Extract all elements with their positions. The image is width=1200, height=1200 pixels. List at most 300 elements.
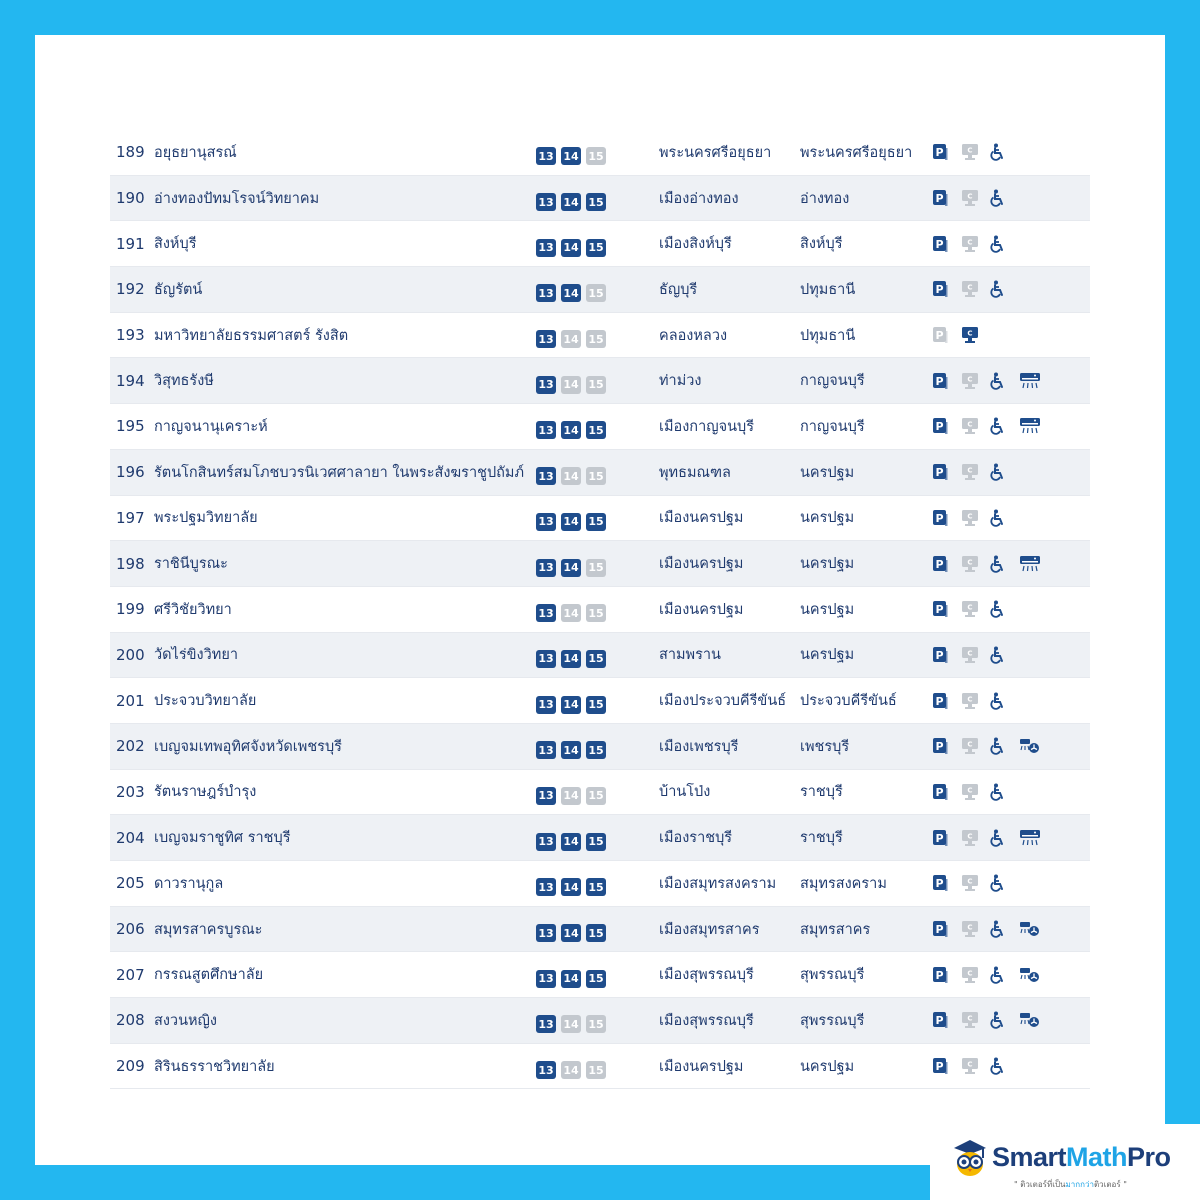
facility-icons <box>932 358 1052 403</box>
table-row <box>110 130 1090 176</box>
svg-text:P: P <box>935 329 944 343</box>
grade-badge-13: 13 <box>536 330 556 348</box>
wheelchair-icon <box>990 555 1006 573</box>
wheelchair-icon <box>990 692 1006 710</box>
row-number: 208 <box>116 1011 145 1030</box>
school-name: ดาวรานุกูล <box>154 875 224 892</box>
grade-badges <box>536 956 616 1001</box>
fan-icon <box>1019 1011 1041 1029</box>
svg-text:P: P <box>935 420 944 434</box>
grade-badges <box>536 682 616 727</box>
row-number: 194 <box>116 371 145 390</box>
province: นครปฐม <box>800 510 855 527</box>
table-row <box>110 496 1090 542</box>
svg-text:P: P <box>935 877 944 891</box>
school-name: ธัญรัตน์ <box>154 281 203 298</box>
row-number: 191 <box>116 234 145 253</box>
svg-text:C: C <box>967 1014 973 1023</box>
grade-badge-13: 13 <box>536 878 556 896</box>
province: ปทุมธานี <box>800 327 856 344</box>
row-number: 201 <box>116 691 145 710</box>
grade-badge-14: 14 <box>561 513 581 531</box>
district: เมืองเพชรบุรี <box>659 738 739 755</box>
computer-icon <box>961 189 977 207</box>
school-name: กรรณสูตศึกษาลัย <box>154 967 264 984</box>
svg-text:P: P <box>935 923 944 937</box>
computer-icon <box>961 235 977 253</box>
parking-icon <box>932 966 948 984</box>
grade-badge-14: 14 <box>561 239 581 257</box>
district: บ้านโป่ง <box>659 784 711 801</box>
aircon-icon <box>1019 372 1041 390</box>
grade-badges <box>536 728 616 773</box>
row-number: 205 <box>116 874 145 893</box>
grade-badge-15: 15 <box>586 696 606 714</box>
grade-badges <box>536 1048 616 1093</box>
grade-badge-14: 14 <box>561 330 581 348</box>
grade-badge-15: 15 <box>586 467 606 485</box>
row-number: 209 <box>116 1057 145 1076</box>
grade-badge-15: 15 <box>586 924 606 942</box>
grade-badge-13: 13 <box>536 239 556 257</box>
row-number: 203 <box>116 782 145 801</box>
parking-icon <box>932 646 948 664</box>
parking-icon <box>932 600 948 618</box>
grade-badges <box>536 317 616 362</box>
school-name: เบญจมเทพอุทิศจังหวัดเพชรบุรี <box>154 738 342 755</box>
facility-icons <box>932 678 1052 723</box>
table-row <box>110 267 1090 313</box>
wheelchair-icon <box>990 143 1006 161</box>
svg-text:C: C <box>967 695 973 704</box>
svg-text:C: C <box>967 146 973 155</box>
row-number: 197 <box>116 508 145 527</box>
parking-icon <box>932 372 948 390</box>
grade-badge-13: 13 <box>536 284 556 302</box>
parking-icon <box>932 783 948 801</box>
parking-icon <box>932 463 948 481</box>
computer-icon <box>961 143 977 161</box>
grade-badge-15: 15 <box>586 1061 606 1079</box>
grade-badge-14: 14 <box>561 147 581 165</box>
facility-icons <box>932 221 1052 266</box>
school-name: สิรินธรราชวิทยาลัย <box>154 1058 275 1075</box>
table-row <box>110 221 1090 267</box>
grade-badges <box>536 271 616 316</box>
district: เมืองอ่างทอง <box>659 190 739 207</box>
computer-icon <box>961 326 977 344</box>
province: เพชรบุรี <box>800 738 850 755</box>
svg-text:P: P <box>935 1060 944 1074</box>
fan-icon <box>1019 966 1041 984</box>
school-name: วิสุทธรังษี <box>154 373 214 390</box>
parking-icon <box>932 189 948 207</box>
facility-icons <box>932 313 1052 358</box>
computer-icon <box>961 417 977 435</box>
wheelchair-icon <box>990 372 1006 390</box>
grade-badge-15: 15 <box>586 650 606 668</box>
computer-icon <box>961 874 977 892</box>
parking-icon <box>932 829 948 847</box>
wheelchair-icon <box>990 509 1006 527</box>
computer-icon <box>961 1011 977 1029</box>
svg-text:C: C <box>967 375 973 384</box>
grade-badges <box>536 774 616 819</box>
row-number: 190 <box>116 189 145 208</box>
district: เมืองสุพรรณบุรี <box>659 967 754 984</box>
grade-badge-14: 14 <box>561 1015 581 1033</box>
table-row <box>110 907 1090 953</box>
grade-badge-13: 13 <box>536 376 556 394</box>
grade-badge-14: 14 <box>561 878 581 896</box>
facility-icons <box>932 130 1052 175</box>
school-name: เบญจมราชูทิศ ราชบุรี <box>154 830 291 847</box>
row-number: 198 <box>116 554 145 573</box>
row-number: 189 <box>116 143 145 162</box>
svg-text:P: P <box>935 831 944 845</box>
facility-icons <box>932 998 1052 1043</box>
svg-text:P: P <box>935 511 944 525</box>
grade-badge-14: 14 <box>561 924 581 942</box>
grade-badge-15: 15 <box>586 147 606 165</box>
svg-text:P: P <box>935 466 944 480</box>
school-name: รัตนราษฎร์บำรุง <box>154 784 257 801</box>
row-number: 193 <box>116 326 145 345</box>
grade-badges <box>536 545 616 590</box>
computer-icon <box>961 646 977 664</box>
parking-icon <box>932 874 948 892</box>
svg-text:C: C <box>967 238 973 247</box>
grade-badge-13: 13 <box>536 924 556 942</box>
wheelchair-icon <box>990 646 1006 664</box>
facility-icons <box>932 267 1052 312</box>
grade-badges <box>536 911 616 956</box>
fan-icon <box>1019 737 1041 755</box>
svg-text:P: P <box>935 1014 944 1028</box>
grade-badge-15: 15 <box>586 193 606 211</box>
grade-badge-15: 15 <box>586 559 606 577</box>
table-row <box>110 633 1090 679</box>
svg-text:P: P <box>935 146 944 160</box>
wheelchair-icon <box>990 463 1006 481</box>
grade-badge-13: 13 <box>536 147 556 165</box>
svg-text:C: C <box>967 283 973 292</box>
table-row <box>110 587 1090 633</box>
computer-icon <box>961 966 977 984</box>
grade-badges <box>536 500 616 545</box>
svg-text:C: C <box>967 740 973 749</box>
facility-icons <box>932 450 1052 495</box>
table-row <box>110 998 1090 1044</box>
row-number: 204 <box>116 828 145 847</box>
wheelchair-icon <box>990 829 1006 847</box>
computer-icon <box>961 463 977 481</box>
parking-icon <box>932 280 948 298</box>
row-number: 196 <box>116 463 145 482</box>
svg-text:C: C <box>967 512 973 521</box>
grade-badge-14: 14 <box>561 970 581 988</box>
row-number: 202 <box>116 737 145 756</box>
computer-icon <box>961 600 977 618</box>
table-row <box>110 861 1090 907</box>
svg-text:P: P <box>935 740 944 754</box>
grade-badge-15: 15 <box>586 741 606 759</box>
table-row <box>110 404 1090 450</box>
computer-icon <box>961 509 977 527</box>
facility-icons <box>932 587 1052 632</box>
grade-badge-14: 14 <box>561 741 581 759</box>
grade-badge-14: 14 <box>561 787 581 805</box>
province: ประจวบคีรีขันธ์ <box>800 693 897 710</box>
district: พุทธมณฑล <box>659 464 731 481</box>
parking-icon <box>932 1011 948 1029</box>
parking-icon <box>932 326 948 344</box>
svg-text:C: C <box>967 832 973 841</box>
grade-badge-15: 15 <box>586 330 606 348</box>
table-row <box>110 176 1090 222</box>
school-name: ราชินีบูรณะ <box>154 556 228 573</box>
school-name: สงวนหญิง <box>154 1012 217 1029</box>
school-name: สมุทรสาครบูรณะ <box>154 921 263 938</box>
brand-name: SmartMathPro <box>992 1142 1171 1172</box>
province: กาญจนบุรี <box>800 418 865 435</box>
district: เมืองสิงห์บุรี <box>659 236 732 253</box>
school-name: รัตนโกสินทร์สมโภชบวรนิเวศศาลายา ในพระสังฆราชูปถัมภ์ <box>154 464 525 481</box>
grade-badge-13: 13 <box>536 787 556 805</box>
district: เมืองสมุทรสาคร <box>659 921 760 938</box>
grade-badge-13: 13 <box>536 1015 556 1033</box>
grade-badges <box>536 865 616 910</box>
province: กาญจนบุรี <box>800 373 865 390</box>
computer-icon <box>961 737 977 755</box>
grade-badge-13: 13 <box>536 1061 556 1079</box>
wheelchair-icon <box>990 783 1006 801</box>
facility-icons <box>932 861 1052 906</box>
district: เมืองประจวบคีรีขันธ์ <box>659 693 787 710</box>
row-number: 207 <box>116 965 145 984</box>
row-number: 195 <box>116 417 145 436</box>
table-row <box>110 770 1090 816</box>
grade-badges <box>536 362 616 407</box>
district: เมืองนครปฐม <box>659 510 744 527</box>
grade-badges <box>536 180 616 225</box>
table-row <box>110 815 1090 861</box>
grade-badge-14: 14 <box>561 604 581 622</box>
table-row <box>110 952 1090 998</box>
facility-icons <box>932 541 1052 586</box>
grade-badges <box>536 637 616 682</box>
svg-text:P: P <box>935 603 944 617</box>
wheelchair-icon <box>990 966 1006 984</box>
grade-badge-14: 14 <box>561 833 581 851</box>
grade-badge-14: 14 <box>561 376 581 394</box>
facility-icons <box>932 496 1052 541</box>
wheelchair-icon <box>990 920 1006 938</box>
table-row <box>110 678 1090 724</box>
wheelchair-icon <box>990 417 1006 435</box>
grade-badge-15: 15 <box>586 787 606 805</box>
grade-badge-15: 15 <box>586 376 606 394</box>
table-row <box>110 450 1090 496</box>
svg-text:P: P <box>935 283 944 297</box>
grade-badge-15: 15 <box>586 970 606 988</box>
grade-badge-15: 15 <box>586 878 606 896</box>
grade-badges <box>536 819 616 864</box>
province: ปทุมธานี <box>800 281 856 298</box>
table-row <box>110 541 1090 587</box>
grade-badges <box>536 408 616 453</box>
row-number: 199 <box>116 600 145 619</box>
computer-icon <box>961 372 977 390</box>
parking-icon <box>932 417 948 435</box>
row-number: 192 <box>116 280 145 299</box>
grade-badge-13: 13 <box>536 467 556 485</box>
aircon-icon <box>1019 417 1041 435</box>
grade-badge-13: 13 <box>536 513 556 531</box>
grade-badge-13: 13 <box>536 970 556 988</box>
school-name: วัดไร่ขิงวิทยา <box>154 647 238 664</box>
wheelchair-icon <box>990 600 1006 618</box>
facility-icons <box>932 404 1052 449</box>
brand-tagline: " ติวเตอร์ที่เป็นมากกว่าติวเตอร์ " <box>1014 1180 1127 1189</box>
district: เมืองกาญจนบุรี <box>659 418 754 435</box>
parking-icon <box>932 1057 948 1075</box>
wheelchair-icon <box>990 737 1006 755</box>
wheelchair-icon <box>990 1011 1006 1029</box>
brand-logo <box>930 1124 1200 1200</box>
grade-badge-14: 14 <box>561 193 581 211</box>
svg-text:C: C <box>967 466 973 475</box>
svg-text:C: C <box>967 1060 973 1069</box>
facility-icons <box>932 176 1052 221</box>
facility-icons <box>932 633 1052 678</box>
school-name: กาญจนานุเคราะห์ <box>154 418 268 435</box>
province: สมุทรสงคราม <box>800 875 887 892</box>
district: สามพราน <box>659 647 721 664</box>
svg-text:P: P <box>935 648 944 662</box>
grade-badge-13: 13 <box>536 741 556 759</box>
province: สุพรรณบุรี <box>800 967 865 984</box>
province: สุพรรณบุรี <box>800 1012 865 1029</box>
row-number: 206 <box>116 920 145 939</box>
grade-badge-13: 13 <box>536 559 556 577</box>
parking-icon <box>932 737 948 755</box>
grade-badge-14: 14 <box>561 696 581 714</box>
grade-badge-13: 13 <box>536 604 556 622</box>
grade-badge-14: 14 <box>561 559 581 577</box>
computer-icon <box>961 783 977 801</box>
grade-badge-14: 14 <box>561 1061 581 1079</box>
svg-text:P: P <box>935 694 944 708</box>
computer-icon <box>961 1057 977 1075</box>
province: นครปฐม <box>800 1058 855 1075</box>
computer-icon <box>961 829 977 847</box>
grade-badge-15: 15 <box>586 239 606 257</box>
grade-badge-15: 15 <box>586 284 606 302</box>
province: นครปฐม <box>800 464 855 481</box>
parking-icon <box>932 143 948 161</box>
grade-badges <box>536 591 616 636</box>
grade-badge-14: 14 <box>561 650 581 668</box>
fan-icon <box>1019 920 1041 938</box>
parking-icon <box>932 235 948 253</box>
wheelchair-icon <box>990 235 1006 253</box>
svg-text:C: C <box>967 329 973 338</box>
aircon-icon <box>1019 555 1041 573</box>
facility-icons <box>932 815 1052 860</box>
svg-text:C: C <box>967 420 973 429</box>
wheelchair-icon <box>990 1057 1006 1075</box>
svg-text:C: C <box>967 558 973 567</box>
province: ราชบุรี <box>800 784 843 801</box>
content-panel <box>35 35 1165 1165</box>
table-row <box>110 313 1090 359</box>
table-row <box>110 358 1090 404</box>
row-number: 200 <box>116 645 145 664</box>
province: ราชบุรี <box>800 830 843 847</box>
district: ท่าม่วง <box>659 373 702 390</box>
wheelchair-icon <box>990 280 1006 298</box>
svg-text:C: C <box>967 192 973 201</box>
grade-badge-15: 15 <box>586 1015 606 1033</box>
grade-badge-13: 13 <box>536 696 556 714</box>
parking-icon <box>932 555 948 573</box>
district: ธัญบุรี <box>659 281 698 298</box>
facility-icons <box>932 907 1052 952</box>
province: สิงห์บุรี <box>800 236 843 253</box>
grade-badges <box>536 454 616 499</box>
svg-text:C: C <box>967 786 973 795</box>
grade-badge-15: 15 <box>586 513 606 531</box>
province: อ่างทอง <box>800 190 850 207</box>
computer-icon <box>961 920 977 938</box>
grade-badge-14: 14 <box>561 421 581 439</box>
district: เมืองราชบุรี <box>659 830 733 847</box>
owl-mascot-icon <box>950 1136 990 1178</box>
svg-text:P: P <box>935 785 944 799</box>
district: เมืองนครปฐม <box>659 601 744 618</box>
province: นครปฐม <box>800 601 855 618</box>
school-name: สิงห์บุรี <box>154 236 197 253</box>
svg-text:P: P <box>935 374 944 388</box>
svg-text:C: C <box>967 877 973 886</box>
grade-badges <box>536 1002 616 1047</box>
facility-icons <box>932 1044 1052 1089</box>
province: นครปฐม <box>800 556 855 573</box>
grade-badge-13: 13 <box>536 193 556 211</box>
school-name: อ่างทองปัทมโรจน์วิทยาคม <box>154 190 320 207</box>
svg-text:C: C <box>967 923 973 932</box>
district: พระนครศรีอยุธยา <box>659 144 772 161</box>
computer-icon <box>961 555 977 573</box>
computer-icon <box>961 280 977 298</box>
grade-badge-15: 15 <box>586 604 606 622</box>
district: เมืองนครปฐม <box>659 556 744 573</box>
school-name: มหาวิทยาลัยธรรมศาสตร์ รังสิต <box>154 327 349 344</box>
province: นครปฐม <box>800 647 855 664</box>
svg-text:C: C <box>967 603 973 612</box>
parking-icon <box>932 920 948 938</box>
table-row <box>110 1044 1090 1090</box>
province: สมุทรสาคร <box>800 921 871 938</box>
grade-badge-13: 13 <box>536 833 556 851</box>
grade-badges <box>536 134 616 179</box>
table-row <box>110 724 1090 770</box>
wheelchair-icon <box>990 189 1006 207</box>
facility-icons <box>932 770 1052 815</box>
grade-badge-15: 15 <box>586 833 606 851</box>
district: เมืองสุพรรณบุรี <box>659 1012 754 1029</box>
